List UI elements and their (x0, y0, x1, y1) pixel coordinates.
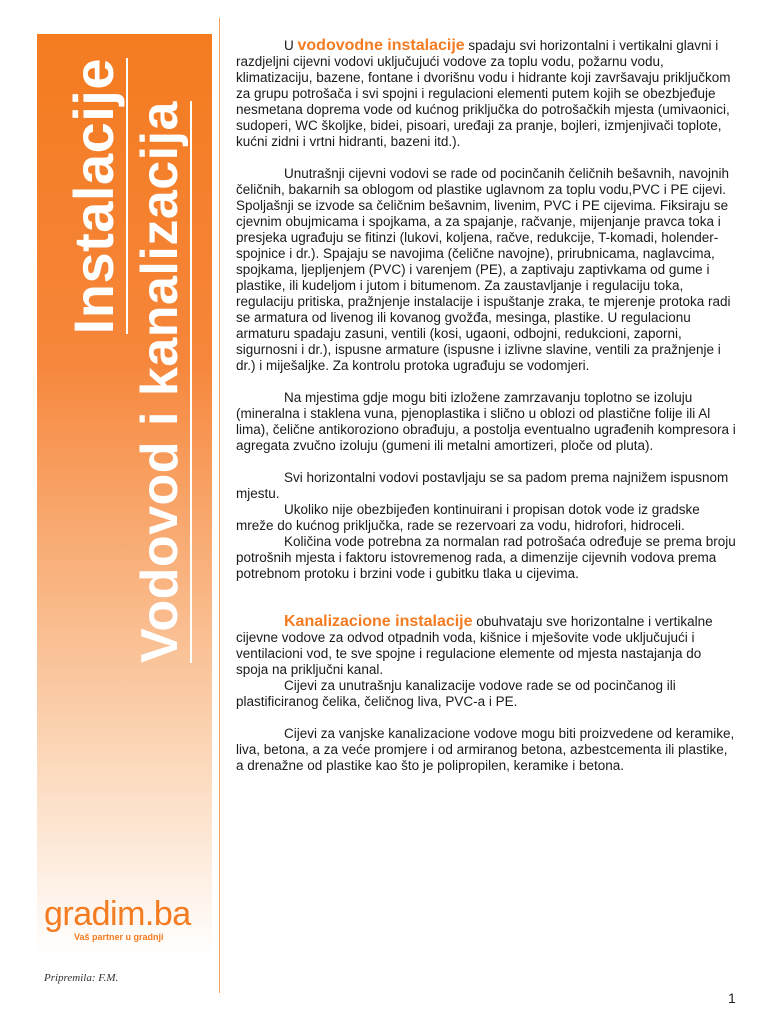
sidebar-title (56, 48, 196, 663)
paragraph-kanalizacione (236, 614, 736, 678)
vertical-title-block (56, 48, 196, 663)
heading-vodovodne-instalacije: vodovodne instalacije (297, 37, 465, 54)
paragraph-izolacija: Na mjestima gdje mogu biti izložene zamrzavanju toplotno se izoluju (mineralna i staklena vuna, pjenoplastika i slično u oblozi od plastične folije ili Al lima), čelične antikoroziono obrađuju, a postolja eventualno ugrađenih kompresora i agregata zvučno izoluju (gumeni ili metalni amortizeri, ploče od pluta). (236, 390, 736, 453)
divider-line (219, 18, 220, 993)
heading-kanalizacione-instalacije: Kanalizacione instalacije (284, 613, 473, 630)
title-instalacije: Instalacije (62, 58, 128, 334)
paragraph-vanjska-kanalizacija: Cijevi za vanjske kanalizacione vodove mogu biti proizvedene od keramike, liva, betona, a za veće promjere i od armiranog betona, azbestcementa ili plastike, a drenažne od plastike kao što je polipropilen, keramike i betona. (236, 726, 735, 773)
logo-wordmark: gradim.ba (44, 895, 191, 933)
paragraph-pad: Svi horizontalni vodovi postavljaju se sa padom prema najnižem ispusnom mjestu. (236, 470, 729, 501)
logo-tagline: Vaš partner u gradnji (74, 932, 164, 942)
paragraph-unutrasnja-kanalizacija: Cijevi za unutrašnju kanalizacije vodove rade se od pocinčanog ili plastificiranog čelika, čeličnog liva, PVC-a i PE. (236, 678, 676, 709)
paragraph-rezervoari: Ukoliko nije obezbijeđen kontinuirani i propisan dotok vode iz gradske mreže do kućnog priključka, rade se rezervoari za vodu, hidrofori, hidroceli. (236, 502, 700, 533)
p1-text: spadaju svi horizontalni i vertikalni glavni i razdjeljni cijevni vodovi uključujući vodove za toplu vodu, požarnu vodu, klimatizaciju, bazene, fontane i dvorišnu vodu i hidrante koji završavaju priključkom za grupu potrošača i svi spojni i regulacioni elementi putem kojih se obezbjeđuje nesmetana doprema vode od kućnog priključka do potrošačkih mjesta (umivaonici, sudoperi, WC školjke, bidei, pisoari, uređaji za pranje, bojleri, izmjenjivači toplote, kućni zidni i vrtni hidranti, bazeni itd.). (236, 38, 731, 149)
paragraph-kolicina-vode: Količina vode potrebna za normalan rad potrošaća određuje se prema broju potrošnih mjesta i faktoru istovremenog rada, a dimenzije cijevnih vodova prema potrebnom protoku i brzini vode i gubitku tlaka u cijevima. (236, 534, 736, 581)
p1-prefix: U (284, 38, 298, 53)
gradim-logo (44, 896, 191, 942)
paragraph-unutrasnji: Unutrašnji cijevni vodovi se rade od pocinčanih čeličnih bešavnih, navojnih čeličnih, bakarnih sa oblogom od plastike uglavnom za toplu vodu,PVC i PE cijevi. Spoljašnji se izvode sa čeličnim bešavnim, livenim, PVC i PE cijevima. Fiksiraju se cjevnim obujmicama i spojkama, a za spajanje, račvanje, mijenjanje pravca toka i presjeka ugrađuju se fitinzi (lukovi, koljena, račve, redukcije, T-komadi, holender-spojnice i dr.). Spajaju se navojima (čelične navojne), prirubnicama, naglavcima, spojkama, ljepljenjem (PVC) i varenjem (PE), a zaptivaju zaptivkama od gume i plastike, ili kudeljom i jutom i bitumenom. Za zaustavljanje i regulaciju toka, regulaciju pritiska, pražnjenje instalacije i ispuštanje zraka, te mjerenje protoka radi se armatura od livenog ili kovanog gvožđa, mesinga, plastike. U regulacionu armaturu spadaju zasuni, ventili (kosi, ugaoni, odbojni, redukcioni, zaporni, sigurnosni i dr.), ispusne armature (ispusne i izlivne slavine, ventili za pražnjenje i dr.) i miješaljke. Za kontrolu protoka ugrađuju se vodomjeri. (236, 166, 731, 373)
k-text: obuhvataju sve horizontalne i vertikalne cijevne vodove za odvod otpadnih voda, kišnice i mješovite vode uključujući i ventilacioni vod, te sve spojne i regulacione elemente od mjesta nastajanja do spoja na priključni kanal. (236, 614, 713, 677)
author-credit: Pripremila: F.M. (44, 972, 119, 984)
document-body (236, 38, 736, 774)
title-vodovod-kanalizacija: Vodovod i kanalizacija (130, 101, 192, 663)
page-number: 1 (728, 990, 736, 1006)
paragraph-vodovodne (236, 38, 736, 150)
